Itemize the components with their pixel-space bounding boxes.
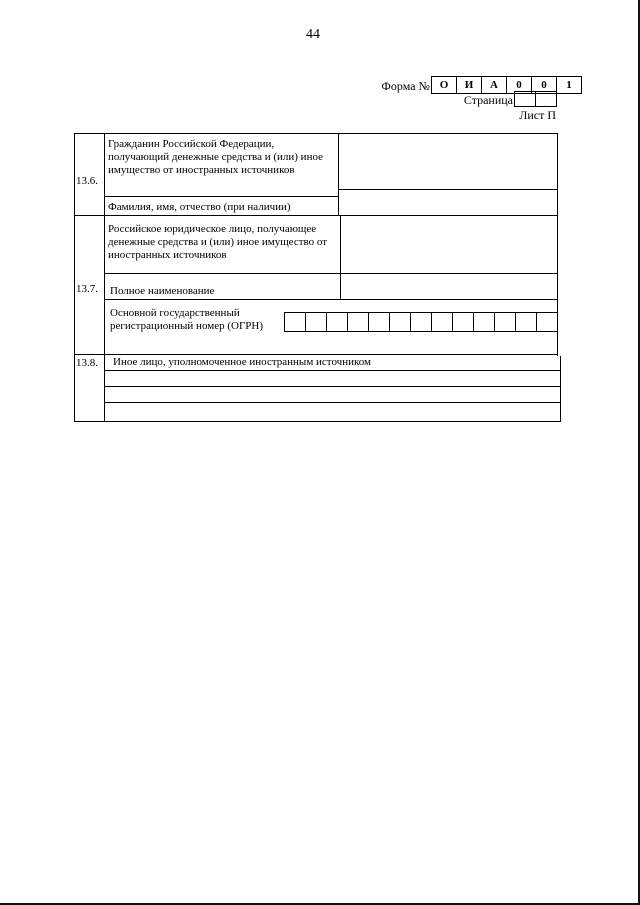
row-number-13-6: 13.6. (76, 175, 98, 187)
page-label: Страница (463, 93, 513, 107)
ogrn-input-boxes[interactable] (284, 312, 558, 332)
full-name-label: Полное наименование (110, 285, 215, 297)
ogrn-digit-box[interactable] (537, 313, 557, 331)
form-code-char: 0 (532, 77, 557, 93)
form-code-char: 0 (507, 77, 532, 93)
ogrn-label: Основной государственный регистрационный номер (ОГРН) (110, 307, 264, 332)
form-number-label: Форма № (381, 79, 430, 93)
ogrn-digit-box[interactable] (285, 313, 306, 331)
value-field-13-7-title[interactable] (341, 216, 556, 272)
row-title-13-6: Гражданин Российской Федерации, получающий денежные средства и (или) иное имущество от иностранных источников (108, 138, 323, 176)
ogrn-digit-box[interactable] (369, 313, 390, 331)
form-code-char: О (432, 77, 457, 93)
ogrn-digit-box[interactable] (306, 313, 327, 331)
form-code-char: А (482, 77, 507, 93)
ogrn-digit-box[interactable] (474, 313, 495, 331)
row-number-13-8: 13.8. (76, 357, 98, 369)
page-number-box[interactable] (515, 92, 536, 106)
value-field-13-6-title[interactable] (339, 134, 556, 188)
table-border-left (74, 133, 75, 422)
row-divider-13-6-title (104, 196, 338, 197)
form-code-char: И (457, 77, 482, 93)
form-number-boxes (431, 76, 582, 94)
page-number-box[interactable] (536, 92, 556, 106)
page-number-boxes[interactable] (514, 91, 557, 107)
ogrn-digit-box[interactable] (495, 313, 516, 331)
table-border-bottom (74, 421, 560, 422)
other-person-line-1[interactable] (105, 371, 559, 385)
full-name-field[interactable] (341, 274, 556, 298)
row-divider-13-7-name (104, 299, 557, 300)
form-code-char: 1 (566, 79, 572, 91)
page-number: 44 (306, 27, 320, 42)
ogrn-digit-box[interactable] (348, 313, 369, 331)
sheet-label: Лист П (519, 108, 556, 122)
fio-label: Фамилия, имя, отчество (при наличии) (108, 201, 291, 213)
ogrn-digit-box[interactable] (390, 313, 411, 331)
ogrn-digit-box[interactable] (411, 313, 432, 331)
ogrn-digit-box[interactable] (327, 313, 348, 331)
fio-field[interactable] (339, 190, 556, 214)
row-title-13-7: Российское юридическое лицо, получающее денежные средства и (или) иное имущество от иностранных источников (108, 223, 328, 261)
table-border-right-lower (560, 356, 561, 422)
ogrn-digit-box[interactable] (516, 313, 537, 331)
row-title-13-8: Иное лицо, уполномоченное иностранным источником (113, 356, 372, 368)
ogrn-digit-box[interactable] (453, 313, 474, 331)
row-number-13-7: 13.7. (76, 283, 98, 295)
row-divider-13-7-end (74, 354, 558, 355)
ogrn-digit-box[interactable] (432, 313, 453, 331)
other-person-line-2[interactable] (105, 387, 559, 401)
other-person-line-3[interactable] (105, 403, 559, 420)
